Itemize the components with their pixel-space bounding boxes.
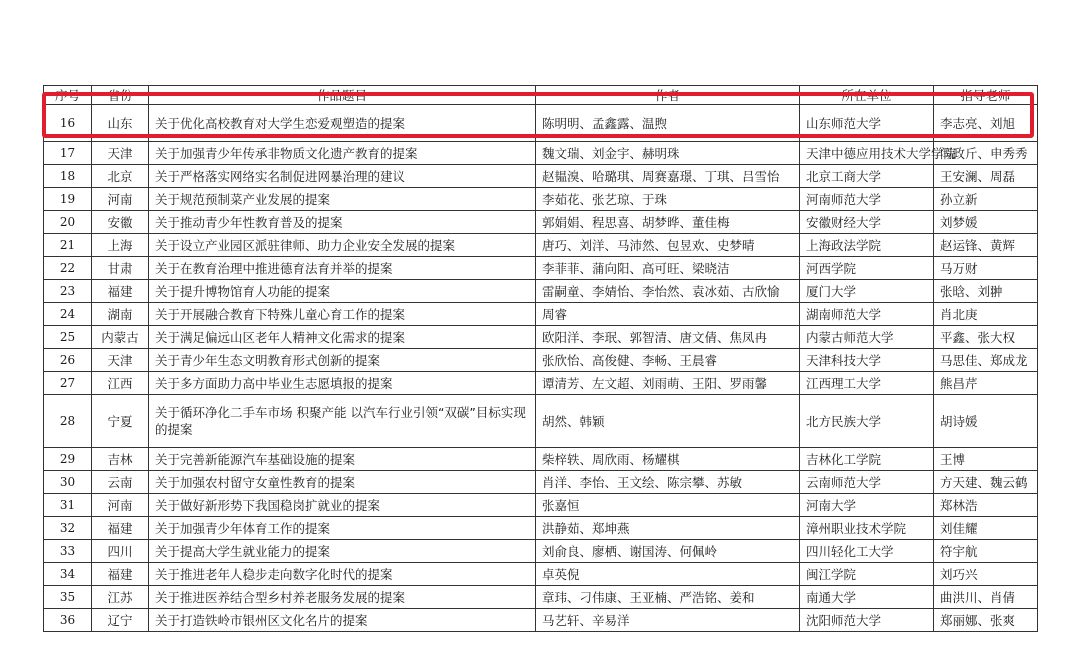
table-row [44,349,1038,372]
cell-school: 四川轻化工大学 [800,540,934,563]
cell-province: 河南 [92,494,149,517]
cell-authors: 陈明明、孟鑫露、温煦 [536,105,800,142]
cell-province: 辽宁 [92,609,149,632]
cell-province: 福建 [92,517,149,540]
cell-advisor: 王安澜、周磊 [934,165,1038,188]
cell-title: 关于开展融合教育下特殊儿童心育工作的提案 [149,303,536,326]
table-row [44,471,1038,494]
cell-advisor: 符宇航 [934,540,1038,563]
table-row [44,188,1038,211]
cell-school: 漳州职业技术学院 [800,517,934,540]
cell-authors: 李菲菲、蒲向阳、高可旺、梁晓洁 [536,257,800,280]
cell-authors: 张欣怡、高俊健、李畅、王晨睿 [536,349,800,372]
cell-authors: 章玮、刁伟康、王亚楠、严浩铭、姜和 [536,586,800,609]
cell-authors: 赵韫溴、哈璐琪、周赛嘉璟、丁琪、吕雪怡 [536,165,800,188]
cell-province: 山东 [92,105,149,142]
cell-advisor: 马万财 [934,257,1038,280]
cell-authors: 柴梓轶、周欣雨、杨耀棋 [536,448,800,471]
cell-title: 关于在教育治理中推进德育法育并举的提案 [149,257,536,280]
header-school: 所在单位 [800,86,934,105]
cell-title: 关于设立产业园区派驻律师、助力企业安全发展的提案 [149,234,536,257]
cell-province: 安徽 [92,211,149,234]
cell-seq: 28 [44,395,92,448]
cell-title: 关于加强青少年体育工作的提案 [149,517,536,540]
cell-title: 关于青少年生态文明教育形式创新的提案 [149,349,536,372]
cell-title: 关于提升博物馆育人功能的提案 [149,280,536,303]
cell-advisor: 刘梦媛 [934,211,1038,234]
cell-seq: 17 [44,142,92,165]
cell-advisor: 肖北庚 [934,303,1038,326]
cell-seq: 33 [44,540,92,563]
cell-authors: 肖洋、李怡、王文绘、陈宗攀、苏敏 [536,471,800,494]
table-row [44,563,1038,586]
cell-school: 天津中德应用技术大学学院 [800,142,934,165]
table-row [44,609,1038,632]
cell-advisor: 张晗、刘翀 [934,280,1038,303]
cell-school: 北方民族大学 [800,395,934,448]
cell-province: 宁夏 [92,395,149,448]
cell-province: 福建 [92,563,149,586]
table-body [44,105,1038,632]
table-row [44,395,1038,448]
cell-province: 吉林 [92,448,149,471]
cell-seq: 21 [44,234,92,257]
cell-seq: 19 [44,188,92,211]
cell-school: 河南大学 [800,494,934,517]
cell-province: 湖南 [92,303,149,326]
cell-seq: 32 [44,517,92,540]
cell-title: 关于推动青少年性教育普及的提案 [149,211,536,234]
table-row [44,303,1038,326]
cell-title: 关于推进医养结合型乡村养老服务发展的提案 [149,586,536,609]
cell-school: 河西学院 [800,257,934,280]
cell-seq: 34 [44,563,92,586]
table-row [44,165,1038,188]
table-row [44,234,1038,257]
cell-seq: 26 [44,349,92,372]
cell-title: 关于满足偏远山区老年人精神文化需求的提案 [149,326,536,349]
cell-school: 山东师范大学 [800,105,934,142]
cell-seq: 29 [44,448,92,471]
cell-school: 江西理工大学 [800,372,934,395]
cell-authors: 李茹花、张艺琼、于珠 [536,188,800,211]
table-row [44,586,1038,609]
cell-advisor: 马思佳、郑成龙 [934,349,1038,372]
table-row [44,257,1038,280]
cell-title: 关于加强青少年传承非物质文化遗产教育的提案 [149,142,536,165]
cell-seq: 36 [44,609,92,632]
cell-school: 沈阳师范大学 [800,609,934,632]
cell-advisor: 熊昌芹 [934,372,1038,395]
cell-authors: 魏文瑞、刘金宇、赫明珠 [536,142,800,165]
cell-school: 湖南师范大学 [800,303,934,326]
cell-advisor: 刘巧兴 [934,563,1038,586]
cell-school: 天津科技大学 [800,349,934,372]
cell-school: 厦门大学 [800,280,934,303]
table-row [44,280,1038,303]
cell-school: 闽江学院 [800,563,934,586]
cell-authors: 周睿 [536,303,800,326]
cell-authors: 郭娟娟、程思喜、胡梦晔、董佳梅 [536,211,800,234]
header-seq: 序号 [44,86,92,105]
cell-advisor: 郑丽娜、张爽 [934,609,1038,632]
table-row [44,517,1038,540]
cell-school: 河南师范大学 [800,188,934,211]
cell-province: 天津 [92,142,149,165]
cell-seq: 30 [44,471,92,494]
table-header-row [44,86,1038,105]
cell-province: 江苏 [92,586,149,609]
header-province: 省份 [92,86,149,105]
cell-school: 南通大学 [800,586,934,609]
cell-authors: 雷嗣童、李婧怡、李怡然、袁冰茹、古欣愉 [536,280,800,303]
cell-province: 云南 [92,471,149,494]
cell-seq: 18 [44,165,92,188]
cell-title: 关于循环净化二手车市场 积聚产能 以汽车行业引领“双碳”目标实现的提案 [149,395,536,448]
cell-title: 关于完善新能源汽车基础设施的提案 [149,448,536,471]
cell-authors: 马艺轩、辛易洋 [536,609,800,632]
cell-seq: 16 [44,105,92,142]
cell-advisor: 郑林浩 [934,494,1038,517]
table-row [44,494,1038,517]
cell-province: 天津 [92,349,149,372]
cell-seq: 31 [44,494,92,517]
cell-seq: 35 [44,586,92,609]
header-title: 作品题目 [149,86,536,105]
cell-province: 内蒙古 [92,326,149,349]
cell-authors: 洪静茹、郑坤燕 [536,517,800,540]
cell-seq: 22 [44,257,92,280]
cell-title: 关于推进老年人稳步走向数字化时代的提案 [149,563,536,586]
table-row [44,372,1038,395]
cell-advisor: 平鑫、张大权 [934,326,1038,349]
cell-school: 上海政法学院 [800,234,934,257]
cell-school: 云南师范大学 [800,471,934,494]
table-row [44,211,1038,234]
cell-seq: 23 [44,280,92,303]
cell-school: 内蒙古师范大学 [800,326,934,349]
cell-advisor: 曲洪川、肖倩 [934,586,1038,609]
cell-advisor: 孙立新 [934,188,1038,211]
cell-title: 关于规范预制菜产业发展的提案 [149,188,536,211]
header-authors: 作者 [536,86,800,105]
cell-province: 河南 [92,188,149,211]
cell-seq: 25 [44,326,92,349]
cell-advisor: 闫政斤、申秀秀 [934,142,1038,165]
cell-school: 北京工商大学 [800,165,934,188]
cell-school: 吉林化工学院 [800,448,934,471]
table-row [44,105,1038,142]
table-row [44,540,1038,563]
cell-authors: 卓英倪 [536,563,800,586]
cell-title: 关于优化高校教育对大学生恋爱观塑造的提案 [149,105,536,142]
cell-advisor: 刘佳耀 [934,517,1038,540]
cell-authors: 谭清芳、左文超、刘雨萌、王阳、罗雨馨 [536,372,800,395]
cell-seq: 27 [44,372,92,395]
cell-title: 关于提高大学生就业能力的提案 [149,540,536,563]
cell-title: 关于严格落实网络实名制促进网暴治理的建议 [149,165,536,188]
cell-title: 关于打造铁岭市银州区文化名片的提案 [149,609,536,632]
cell-title: 关于加强农村留守女童性教育的提案 [149,471,536,494]
table-row [44,448,1038,471]
cell-school: 安徽财经大学 [800,211,934,234]
table-row [44,326,1038,349]
cell-authors: 胡然、韩颖 [536,395,800,448]
cell-province: 福建 [92,280,149,303]
cell-province: 甘肃 [92,257,149,280]
proposal-table [43,85,1038,632]
table-row [44,142,1038,165]
cell-seq: 20 [44,211,92,234]
header-advisor: 指导老师 [934,86,1038,105]
cell-authors: 刘俞良、廖栖、谢国涛、何佩岭 [536,540,800,563]
cell-advisor: 胡诗媛 [934,395,1038,448]
cell-authors: 唐巧、刘洋、马沛然、包昱欢、史梦晴 [536,234,800,257]
cell-authors: 张嘉恒 [536,494,800,517]
cell-advisor: 王博 [934,448,1038,471]
cell-authors: 欧阳洋、李珉、郭智清、唐文倩、焦凤冉 [536,326,800,349]
cell-title: 关于多方面助力高中毕业生志愿填报的提案 [149,372,536,395]
cell-province: 四川 [92,540,149,563]
cell-advisor: 李志亮、刘旭 [934,105,1038,142]
cell-advisor: 赵运锋、黄辉 [934,234,1038,257]
cell-province: 上海 [92,234,149,257]
cell-province: 江西 [92,372,149,395]
cell-seq: 24 [44,303,92,326]
cell-advisor: 方天建、魏云鹤 [934,471,1038,494]
cell-province: 北京 [92,165,149,188]
cell-title: 关于做好新形势下我国稳岗扩就业的提案 [149,494,536,517]
